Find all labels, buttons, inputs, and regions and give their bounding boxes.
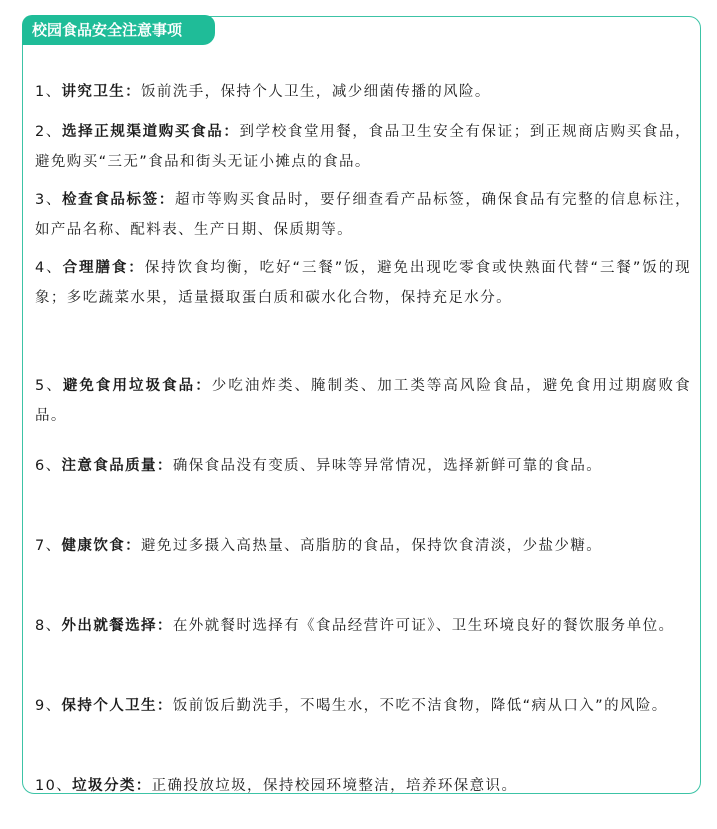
item-number: 3、: [35, 192, 62, 208]
item-text: 正确投放垃圾，保持校园环境整洁，培养环保意识。: [151, 778, 518, 794]
item-label: 讲究卫生：: [61, 84, 142, 100]
list-item: [35, 771, 691, 801]
list-item: [35, 77, 691, 107]
item-number: 5、: [35, 378, 63, 394]
item-text: 超市等购买食品时，要仔细查看产品标签，确保食品有完整的信息标注，如产品名称、配料表、生产日期、保质期等。: [35, 192, 691, 238]
item-text: 确保食品没有变质、异味等异常情况，选择新鲜可靠的食品。: [172, 458, 603, 474]
item-label: 检查食品标签：: [62, 192, 175, 208]
item-text: 饭前洗手，保持个人卫生，减少细菌传播的风险。: [141, 84, 491, 100]
list-item: [35, 691, 691, 721]
item-number: 1、: [35, 84, 62, 100]
item-number: 10、: [35, 778, 73, 794]
list-item: [35, 253, 691, 313]
item-number: 9、: [35, 698, 62, 714]
item-text: 到学校食堂用餐，食品卫生安全有保证；到正规商店购买食品，避免购买“三无”食品和街头无证小摊点的食品。: [35, 124, 691, 170]
item-text: 避免过多摄入高热量、高脂肪的食品，保持饮食清淡，少盐少糖。: [141, 538, 603, 554]
item-label: 注意食品质量：: [61, 458, 173, 474]
list-item: [35, 117, 691, 177]
list-item: [35, 451, 691, 481]
item-label: 避免食用垃圾食品：: [62, 378, 212, 394]
item-label: 健康饮食：: [61, 538, 142, 554]
item-label: 选择正规渠道购买食品：: [62, 124, 240, 140]
item-number: 6、: [35, 458, 62, 474]
item-number: 4、: [35, 260, 63, 276]
list-item: [35, 371, 691, 431]
item-label: 垃圾分类：: [72, 778, 152, 794]
item-text: 在外就餐时选择有《食品经营许可证》、卫生环境良好的餐饮服务单位。: [172, 618, 675, 634]
item-label: 外出就餐选择：: [61, 618, 173, 634]
card-title: 校园食品安全注意事项: [22, 15, 215, 45]
item-number: 7、: [35, 538, 62, 554]
item-number: 8、: [35, 618, 62, 634]
item-text: 保持饮食均衡，吃好“三餐”饭，避免出现吃零食或快熟面代替“三餐”饭的现象；多吃蔬菜水果，适量摄取蛋白质和碳水化合物，保持充足水分。: [35, 260, 692, 306]
list-item: [35, 531, 691, 561]
item-label: 合理膳食：: [62, 260, 145, 276]
item-text: 少吃油炸类、腌制类、加工类等高风险食品，避免食用过期腐败食品。: [35, 378, 691, 424]
list-item: [35, 185, 691, 245]
item-number: 2、: [35, 124, 62, 140]
notice-card: [22, 16, 701, 794]
item-label: 保持个人卫生：: [61, 698, 173, 714]
list-item: [35, 611, 691, 641]
item-text: 饭前饭后勤洗手，不喝生水，不吃不洁食物，降低“病从口入”的风险。: [172, 698, 668, 714]
